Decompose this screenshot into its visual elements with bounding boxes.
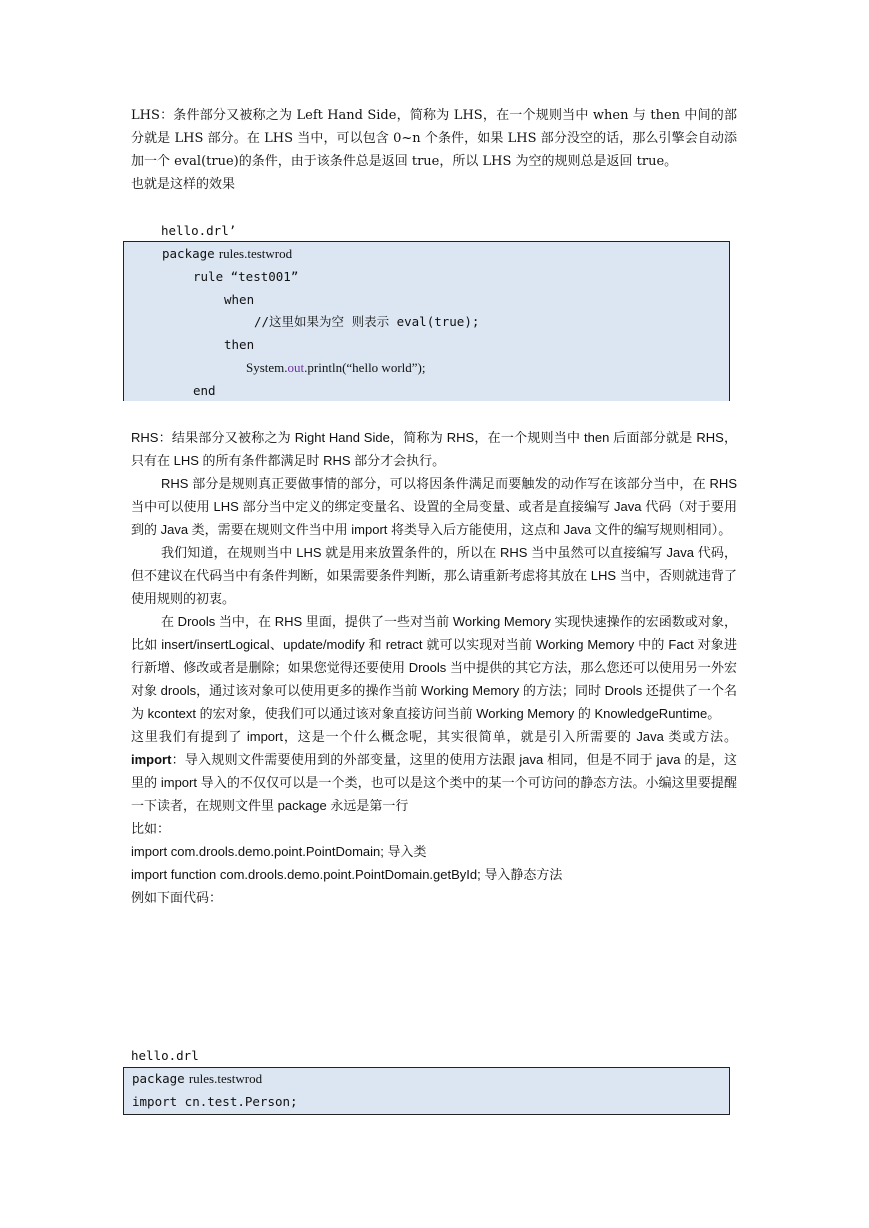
package-keyword-2: package — [132, 1071, 185, 1086]
code-block-2 — [123, 1067, 730, 1115]
file2-label: hello.drl — [131, 1048, 199, 1063]
println-line: System.out.println(“hello world”); — [246, 359, 426, 375]
rhs-section — [131, 426, 737, 909]
lhs-paragraph: LHS：条件部分又被称之为 Left Hand Side，简称为 LHS，在一个规则当中 when 与 then 中间的部分就是 LHS 部分。在 LHS 当中，可以包含 0~n 个条件，如果 LHS 部分没空的话，那么引擎会自动添加一个 eval(true)的条件，由于该条件总是返回 true，所以 LHS 为空的规则总是返回 true。 — [131, 108, 737, 169]
rule-line: rule “test001” — [193, 268, 299, 284]
package-keyword: package — [162, 246, 215, 261]
package-name: rules.testwrod — [218, 246, 293, 261]
lhs-section — [131, 104, 737, 196]
when-keyword: when — [224, 291, 255, 307]
import-function-line: import function com.drools.demo.point.PointDomain.getById; 导入静态方法 — [131, 867, 563, 882]
rhs-paragraph: RHS：结果部分又被称之为 Right Hand Side，简称为 RHS，在一个规则当中 then 后面部分就是 RHS，只有在 LHS 的所有条件都满足时 RHS 部分才会执行。 — [131, 430, 737, 468]
then-keyword: then — [224, 337, 255, 353]
file1-label: hello.drl’ — [161, 223, 237, 238]
import-line: import cn.test.Person; — [132, 1093, 298, 1109]
end-keyword: end — [193, 382, 216, 398]
import-paragraph: 这里我们有提到了 import，这是一个什么概念呢，其实很简单，就是引入所需要的 Java 类或方法。import：导入规则文件需要使用到的外部变量，这里的使用方法跟 java 相同，但是不同于 java 的是，这里的 import 导入的不仅仅可以是一个类，也可以是这个类中的某一个可访问的静态方法。小编这里要提醒一下读者，在规则文件里 package 永远是第一行 — [131, 729, 737, 813]
eval-comment: //这里如果为空 则表示 eval(true); — [254, 314, 480, 330]
drools-paragraph: 在 Drools 当中，在 RHS 里面，提供了一些对当前 Working Memory 实现快速操作的宏函数或对象，比如 insert/insertLogical、update/modify 和 retract 就可以实现对当前 Working Memory 中的 Fact 对象进行新增、修改或者是删除；如果您觉得还要使用 Drools 当中提供的其它方法，那么您还可以使用另一外宏对象 drools，通过该对象可以使用更多的操作当前 Working Memory 的方法；同时 Drools 还提供了一个名为 kcontext 的宏对象，使我们可以通过该对象直接访问当前 Working Memory 的 KnowledgeRuntime。 — [131, 614, 737, 721]
code-example-label: 例如下面代码： — [131, 890, 223, 905]
import-class-line: import com.drools.demo.point.PointDomain; 导入类 — [131, 844, 427, 859]
rhs-role-paragraph: RHS 部分是规则真正要做事情的部分，可以将因条件满足而要触发的动作写在该部分当中，在 RHS 当中可以使用 LHS 部分当中定义的绑定变量名、设置的全局变量、或者是直接编写 Java 代码（对于要用到的 Java 类，需要在规则文件当中用 import 将类导入后方能使用，这点和 Java 文件的编写规则相同）。 — [131, 476, 737, 537]
package-name-2: rules.testwrod — [188, 1071, 263, 1086]
import-bold: import — [131, 752, 172, 767]
out-field: out — [287, 359, 305, 375]
effect-line: 也就是这样的效果 — [131, 177, 236, 192]
example-label: 比如： — [131, 821, 171, 836]
rhs-note-paragraph: 我们知道，在规则当中 LHS 就是用来放置条件的，所以在 RHS 当中虽然可以直接编写 Java 代码，但不建议在代码当中有条件判断，如果需要条件判断，那么请重新考虑将其放在 LHS 当中，否则就违背了使用规则的初衷。 — [131, 545, 737, 606]
code-block-1 — [123, 241, 730, 401]
